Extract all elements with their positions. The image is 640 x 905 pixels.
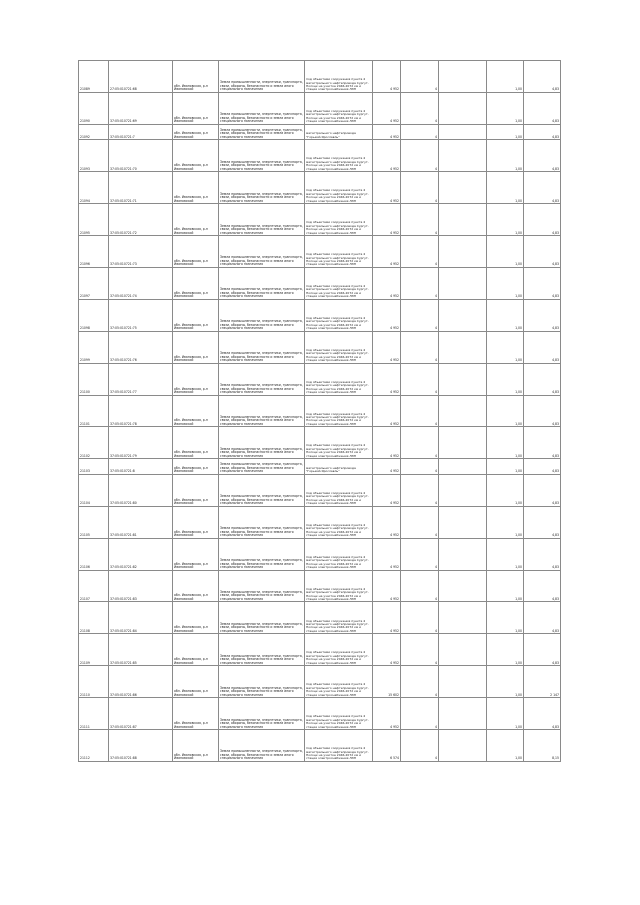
empty-cell [439,140,487,172]
area-cell: 4 952 [373,331,401,363]
factor-cell: 4 [401,172,439,204]
land-category-cell: Земли промышленности, энергетики, транспорта, связи, обороны, безопасности и земли иного специального назначения [219,570,305,602]
row-number-cell: 21100 [79,363,109,395]
area-cell: 4 952 [373,92,401,124]
cadastral-number-cell: 37:05:010721:82 [109,538,173,570]
table-row [79,395,561,427]
factor-cell: 4 [401,474,439,506]
land-category-cell: Земли промышленности, энергетики, транспорта, связи, обороны, безопасности и земли иного специального назначения [219,267,305,299]
rate-cell: 1,00 [487,506,524,538]
address-cell: обл. Ивановская, р-н Ивановский [173,602,219,634]
address-cell: обл. Ивановская, р-н Ивановский [173,506,219,538]
sum-cell: 4,83 [524,474,561,506]
sum-cell: 4,83 [524,299,561,331]
sum-cell: 4,83 [524,634,561,666]
row-number-cell: 21107 [79,570,109,602]
factor-cell: 4 [401,124,439,140]
table-row [79,61,561,93]
row-number-cell: 21090 [79,92,109,124]
factor-cell: 4 [401,570,439,602]
table-row [79,331,561,363]
area-cell: 4 952 [373,427,401,459]
empty-cell [439,236,487,268]
cadastral-number-cell: 37:05:010721:86 [109,666,173,698]
table-row [79,538,561,570]
empty-cell [439,331,487,363]
address-cell: обл. Ивановская, р-н Ивановский [173,267,219,299]
row-number-cell: 21105 [79,506,109,538]
rate-cell: 1,00 [487,395,524,427]
empty-cell [439,267,487,299]
rate-cell: 1,00 [487,538,524,570]
permitted-use-cell: под объектами сооружения пункта 4 магистрального нефтепровода Сургут-Полоцк на участке 2046-2072 км и стации электроснабжения ЛЭП [305,602,373,634]
land-category-cell: Земли промышленности, энергетики, транспорта, связи, обороны, безопасности и земли иного специального назначения [219,92,305,124]
address-cell: обл. Ивановская, р-н Ивановский [173,363,219,395]
table-row [79,602,561,634]
rate-cell: 1,00 [487,602,524,634]
cadastral-number-cell: 37:05:010721:70 [109,140,173,172]
address-cell: обл. Ивановская, р-н Ивановский [173,172,219,204]
rate-cell: 1,00 [487,474,524,506]
area-cell: 4 952 [373,538,401,570]
empty-cell [439,427,487,459]
address-cell: обл. Ивановская, р-н Ивановский [173,204,219,236]
factor-cell: 4 [401,602,439,634]
area-cell: 4 952 [373,236,401,268]
sum-cell: 4,83 [524,267,561,299]
factor-cell: 4 [401,363,439,395]
sum-cell: 4,83 [524,459,561,475]
permitted-use-cell: под объектами сооружения пункта 4 магистрального нефтепровода Сургут-Полоцк на участке 2046-2072 км и стации электроснабжения ЛЭП [305,61,373,93]
cadastral-number-cell: 37:05:010721:80 [109,474,173,506]
table-row [79,363,561,395]
permitted-use-cell: магистрального нефтепровода "Горький-Ярославль" [305,459,373,475]
rate-cell: 1,00 [487,172,524,204]
sum-cell: 8,15 [524,730,561,762]
cadastral-number-cell: 37:05:010721:84 [109,602,173,634]
row-number-cell: 21093 [79,140,109,172]
cadastral-number-cell: 37:05:010721:81 [109,506,173,538]
address-cell: обл. Ивановская, р-н Ивановский [173,459,219,475]
cadastral-number-cell: 37:05:010721:76 [109,331,173,363]
area-cell: 4 952 [373,459,401,475]
permitted-use-cell: под объектами сооружения пункта 4 магистрального нефтепровода Сургут-Полоцк на участке 2046-2072 км и стации электроснабжения ЛЭП [305,506,373,538]
sum-cell: 4,83 [524,698,561,730]
empty-cell [439,570,487,602]
permitted-use-cell: под объектами сооружения пункта 4 магистрального нефтепровода Сургут-Полоцк на участке 2046-2072 км и стации электроснабжения ЛЭП [305,363,373,395]
sum-cell: 4,83 [524,395,561,427]
land-category-cell: Земли промышленности, энергетики, транспорта, связи, обороны, безопасности и земли иного специального назначения [219,459,305,475]
area-cell: 4 952 [373,204,401,236]
rate-cell: 1,00 [487,730,524,762]
permitted-use-cell: под объектами сооружения пункта 4 магистрального нефтепровода Сургут-Полоцк на участке 2046-2072 км и стации электроснабжения ЛЭП [305,474,373,506]
empty-cell [439,204,487,236]
area-cell: 4 952 [373,634,401,666]
permitted-use-cell: под объектами сооружения пункта 4 магистрального нефтепровода Сургут-Полоцк на участке 2046-2072 км и стации электроснабжения ЛЭП [305,92,373,124]
area-cell: 4 952 [373,172,401,204]
rate-cell: 1,00 [487,698,524,730]
area-cell: 4 952 [373,570,401,602]
table-row [79,570,561,602]
land-category-cell: Земли промышленности, энергетики, транспорта, связи, обороны, безопасности и земли иного специального назначения [219,602,305,634]
factor-cell: 4 [401,92,439,124]
permitted-use-cell: под объектами сооружения пункта 4 магистрального нефтепровода Сургут-Полоцк на участке 2046-2072 км и стации электроснабжения ЛЭП [305,299,373,331]
table-row [79,474,561,506]
factor-cell: 4 [401,299,439,331]
area-cell: 4 952 [373,124,401,140]
rate-cell: 1,00 [487,236,524,268]
land-category-cell: Земли промышленности, энергетики, транспорта, связи, обороны, безопасности и земли иного специального назначения [219,698,305,730]
land-category-cell: Земли промышленности, энергетики, транспорта, связи, обороны, безопасности и земли иного специального назначения [219,474,305,506]
empty-cell [439,506,487,538]
row-number-cell: 21106 [79,538,109,570]
sum-cell: 4,83 [524,363,561,395]
sum-cell: 4,83 [524,140,561,172]
rate-cell: 1,00 [487,570,524,602]
sum-cell: 4,83 [524,538,561,570]
area-cell: 15 602 [373,666,401,698]
empty-cell [439,299,487,331]
document-page [78,60,560,762]
factor-cell: 4 [401,538,439,570]
permitted-use-cell: под объектами сооружения пункта 4 магистрального нефтепровода Сургут-Полоцк на участке 2046-2072 км и стации электроснабжения ЛЭП [305,570,373,602]
empty-cell [439,474,487,506]
factor-cell: 4 [401,236,439,268]
land-category-cell: Земли промышленности, энергетики, транспорта, связи, обороны, безопасности и земли иного специального назначения [219,730,305,762]
permitted-use-cell: под объектами сооружения пункта 4 магистрального нефтепровода Сургут-Полоцк на участке 2046-2072 км и стации электроснабжения ЛЭП [305,427,373,459]
row-number-cell: 21109 [79,634,109,666]
row-number-cell: 21089 [79,61,109,93]
empty-cell [439,395,487,427]
rate-cell: 1,00 [487,299,524,331]
land-category-cell: Земли промышленности, энергетики, транспорта, связи, обороны, безопасности и земли иного специального назначения [219,363,305,395]
row-number-cell: 21110 [79,666,109,698]
empty-cell [439,363,487,395]
land-category-cell: Земли промышленности, энергетики, транспорта, связи, обороны, безопасности и земли иного специального назначения [219,634,305,666]
rate-cell: 1,00 [487,363,524,395]
address-cell: обл. Ивановская, р-н Ивановский [173,140,219,172]
row-number-cell: 21092 [79,124,109,140]
table-row [79,427,561,459]
cadastral-number-cell: 37:05:010721:87 [109,698,173,730]
table-row [79,506,561,538]
empty-cell [439,634,487,666]
address-cell: обл. Ивановская, р-н Ивановский [173,538,219,570]
cadastral-number-cell: 37:05:010721:79 [109,427,173,459]
table-row [79,236,561,268]
factor-cell: 4 [401,666,439,698]
rate-cell: 1,00 [487,666,524,698]
sum-cell: 4,83 [524,331,561,363]
rate-cell: 1,00 [487,124,524,140]
cadastral-number-cell: 37:05:010721:88 [109,730,173,762]
address-cell: обл. Ивановская, р-н Ивановский [173,666,219,698]
rate-cell: 1,00 [487,61,524,93]
address-cell: обл. Ивановская, р-н Ивановский [173,124,219,140]
empty-cell [439,172,487,204]
cadastral-number-cell: 37:05:010721:73 [109,236,173,268]
sum-cell: 4,83 [524,172,561,204]
permitted-use-cell: магистрального нефтепровода "Горький-Ярославль" [305,124,373,140]
table-row [79,172,561,204]
address-cell: обл. Ивановская, р-н Ивановский [173,634,219,666]
address-cell: обл. Ивановская, р-н Ивановский [173,730,219,762]
permitted-use-cell: под объектами сооружения пункта 4 магистрального нефтепровода Сургут-Полоцк на участке 2046-2072 км и стации электроснабжения ЛЭП [305,698,373,730]
area-cell: 6 574 [373,730,401,762]
cadastral-number-cell: 37:05:010721:7 [109,124,173,140]
land-category-cell: Земли промышленности, энергетики, транспорта, связи, обороны, безопасности и земли иного специального назначения [219,140,305,172]
cadastral-number-cell: 37:05:010721:83 [109,570,173,602]
row-number-cell: 21095 [79,204,109,236]
table-row [79,299,561,331]
empty-cell [439,730,487,762]
rate-cell: 1,00 [487,204,524,236]
address-cell: обл. Ивановская, р-н Ивановский [173,427,219,459]
land-category-cell: Земли промышленности, энергетики, транспорта, связи, обороны, безопасности и земли иного специального назначения [219,61,305,93]
sum-cell: 4,83 [524,506,561,538]
factor-cell: 4 [401,267,439,299]
empty-cell [439,698,487,730]
permitted-use-cell: под объектами сооружения пункта 4 магистрального нефтепровода Сургут-Полоцк на участке 2046-2072 км и стации электроснабжения ЛЭП [305,172,373,204]
address-cell: обл. Ивановская, р-н Ивановский [173,474,219,506]
row-number-cell: 21112 [79,730,109,762]
land-category-cell: Земли промышленности, энергетики, транспорта, связи, обороны, безопасности и земли иного специального назначения [219,172,305,204]
cadastral-number-cell: 37:05:010721:8 [109,459,173,475]
factor-cell: 4 [401,634,439,666]
rate-cell: 1,00 [487,140,524,172]
factor-cell: 4 [401,506,439,538]
address-cell: обл. Ивановская, р-н Ивановский [173,331,219,363]
land-category-cell: Земли промышленности, энергетики, транспорта, связи, обороны, безопасности и земли иного специального назначения [219,395,305,427]
table-row [79,204,561,236]
rate-cell: 1,00 [487,92,524,124]
sum-cell: 4,83 [524,204,561,236]
address-cell: обл. Ивановская, р-н Ивановский [173,395,219,427]
permitted-use-cell: под объектами сооружения пункта 4 магистрального нефтепровода Сургут-Полоцк на участке 2046-2072 км и стации электроснабжения ЛЭП [305,140,373,172]
sum-cell: 4,83 [524,61,561,93]
address-cell: обл. Ивановская, р-н Ивановский [173,299,219,331]
cadastral-number-cell: 37:05:010721:78 [109,395,173,427]
permitted-use-cell: под объектами сооружения пункта 4 магистрального нефтепровода Сургут-Полоцк на участке 2046-2072 км и стации электроснабжения ЛЭП [305,634,373,666]
land-category-cell: Земли промышленности, энергетики, транспорта, связи, обороны, безопасности и земли иного специального назначения [219,427,305,459]
sum-cell: 4,83 [524,236,561,268]
table-row [79,698,561,730]
row-number-cell: 21096 [79,236,109,268]
row-number-cell: 21101 [79,395,109,427]
row-number-cell: 21099 [79,331,109,363]
row-number-cell: 21102 [79,427,109,459]
factor-cell: 4 [401,698,439,730]
sum-cell: 4,83 [524,570,561,602]
empty-cell [439,61,487,93]
address-cell: обл. Ивановская, р-н Ивановский [173,698,219,730]
row-number-cell: 21108 [79,602,109,634]
land-category-cell: Земли промышленности, энергетики, транспорта, связи, обороны, безопасности и земли иного специального назначения [219,331,305,363]
area-cell: 4 952 [373,140,401,172]
empty-cell [439,124,487,140]
row-number-cell: 21111 [79,698,109,730]
cadastral-number-cell: 37:05:010721:71 [109,172,173,204]
land-category-cell: Земли промышленности, энергетики, транспорта, связи, обороны, безопасности и земли иного специального назначения [219,236,305,268]
permitted-use-cell: под объектами сооружения пункта 4 магистрального нефтепровода Сургут-Полоцк на участке 2046-2072 км и стации электроснабжения ЛЭП [305,236,373,268]
sum-cell: 4,83 [524,92,561,124]
factor-cell: 4 [401,61,439,93]
table-row [79,124,561,140]
area-cell: 4 952 [373,698,401,730]
factor-cell: 4 [401,331,439,363]
land-category-cell: Земли промышленности, энергетики, транспорта, связи, обороны, безопасности и земли иного специального назначения [219,124,305,140]
rate-cell: 1,00 [487,267,524,299]
cadastral-number-cell: 37:05:010721:77 [109,363,173,395]
land-category-cell: Земли промышленности, энергетики, транспорта, связи, обороны, безопасности и земли иного специального назначения [219,506,305,538]
row-number-cell: 21103 [79,459,109,475]
address-cell: обл. Ивановская, р-н Ивановский [173,92,219,124]
permitted-use-cell: под объектами сооружения пункта 4 магистрального нефтепровода Сургут-Полоцк на участке 2046-2072 км и стации электроснабжения ЛЭП [305,666,373,698]
factor-cell: 4 [401,427,439,459]
factor-cell: 4 [401,395,439,427]
area-cell: 4 952 [373,363,401,395]
address-cell: обл. Ивановская, р-н Ивановский [173,61,219,93]
area-cell: 4 952 [373,506,401,538]
permitted-use-cell: под объектами сооружения пункта 4 магистрального нефтепровода Сургут-Полоцк на участке 2046-2072 км и стации электроснабжения ЛЭП [305,204,373,236]
address-cell: обл. Ивановская, р-н Ивановский [173,236,219,268]
area-cell: 4 952 [373,602,401,634]
rate-cell: 1,00 [487,459,524,475]
factor-cell: 4 [401,204,439,236]
sum-cell: 4,83 [524,427,561,459]
factor-cell: 4 [401,140,439,172]
cadastral-number-cell: 27:05:010721:68 [109,61,173,93]
land-category-cell: Земли промышленности, энергетики, транспорта, связи, обороны, безопасности и земли иного специального назначения [219,299,305,331]
cadastral-number-cell: 37:05:010721:85 [109,634,173,666]
table-row [79,459,561,475]
table-row [79,666,561,698]
land-category-cell: Земли промышленности, энергетики, транспорта, связи, обороны, безопасности и земли иного специального назначения [219,538,305,570]
cadastral-number-cell: 37:05:010721:75 [109,299,173,331]
table-row [79,140,561,172]
sum-cell: 2 147 [524,666,561,698]
sum-cell: 4,83 [524,124,561,140]
area-cell: 4 952 [373,474,401,506]
empty-cell [439,92,487,124]
empty-cell [439,538,487,570]
land-plots-table [78,60,561,762]
factor-cell: 4 [401,459,439,475]
rate-cell: 1,00 [487,331,524,363]
permitted-use-cell: под объектами сооружения пункта 4 магистрального нефтепровода Сургут-Полоцк на участке 2046-2072 км и стации электроснабжения ЛЭП [305,331,373,363]
rate-cell: 1,00 [487,634,524,666]
sum-cell: 4,83 [524,602,561,634]
empty-cell [439,666,487,698]
area-cell: 4 952 [373,299,401,331]
permitted-use-cell: под объектами сооружения пункта 4 магистрального нефтепровода Сургут-Полоцк на участке 2046-2072 км и стации электроснабжения ЛЭП [305,538,373,570]
table-row [79,267,561,299]
table-row [79,730,561,762]
cadastral-number-cell: 37:05:010721:74 [109,267,173,299]
cadastral-number-cell: 37:05:010721:69 [109,92,173,124]
area-cell: 4 952 [373,267,401,299]
row-number-cell: 21097 [79,267,109,299]
permitted-use-cell: под объектами сооружения пункта 4 магистрального нефтепровода Сургут-Полоцк на участке 2046-2072 км и стации электроснабжения ЛЭП [305,395,373,427]
area-cell: 4 952 [373,61,401,93]
empty-cell [439,602,487,634]
address-cell: обл. Ивановская, р-н Ивановский [173,570,219,602]
land-category-cell: Земли промышленности, энергетики, транспорта, связи, обороны, безопасности и земли иного специального назначения [219,204,305,236]
row-number-cell: 21104 [79,474,109,506]
permitted-use-cell: под объектами сооружения пункта 4 магистрального нефтепровода Сургут-Полоцк на участке 2046-2072 км и стации электроснабжения ЛЭП [305,730,373,762]
table-row [79,92,561,124]
area-cell: 4 952 [373,395,401,427]
cadastral-number-cell: 37:05:010721:72 [109,204,173,236]
rate-cell: 1,00 [487,427,524,459]
factor-cell: 4 [401,730,439,762]
permitted-use-cell: под объектами сооружения пункта 4 магистрального нефтепровода Сургут-Полоцк на участке 2046-2072 км и стации электроснабжения ЛЭП [305,267,373,299]
row-number-cell: 21094 [79,172,109,204]
empty-cell [439,459,487,475]
table-row [79,634,561,666]
land-category-cell: Земли промышленности, энергетики, транспорта, связи, обороны, безопасности и земли иного специального назначения [219,666,305,698]
row-number-cell: 21098 [79,299,109,331]
